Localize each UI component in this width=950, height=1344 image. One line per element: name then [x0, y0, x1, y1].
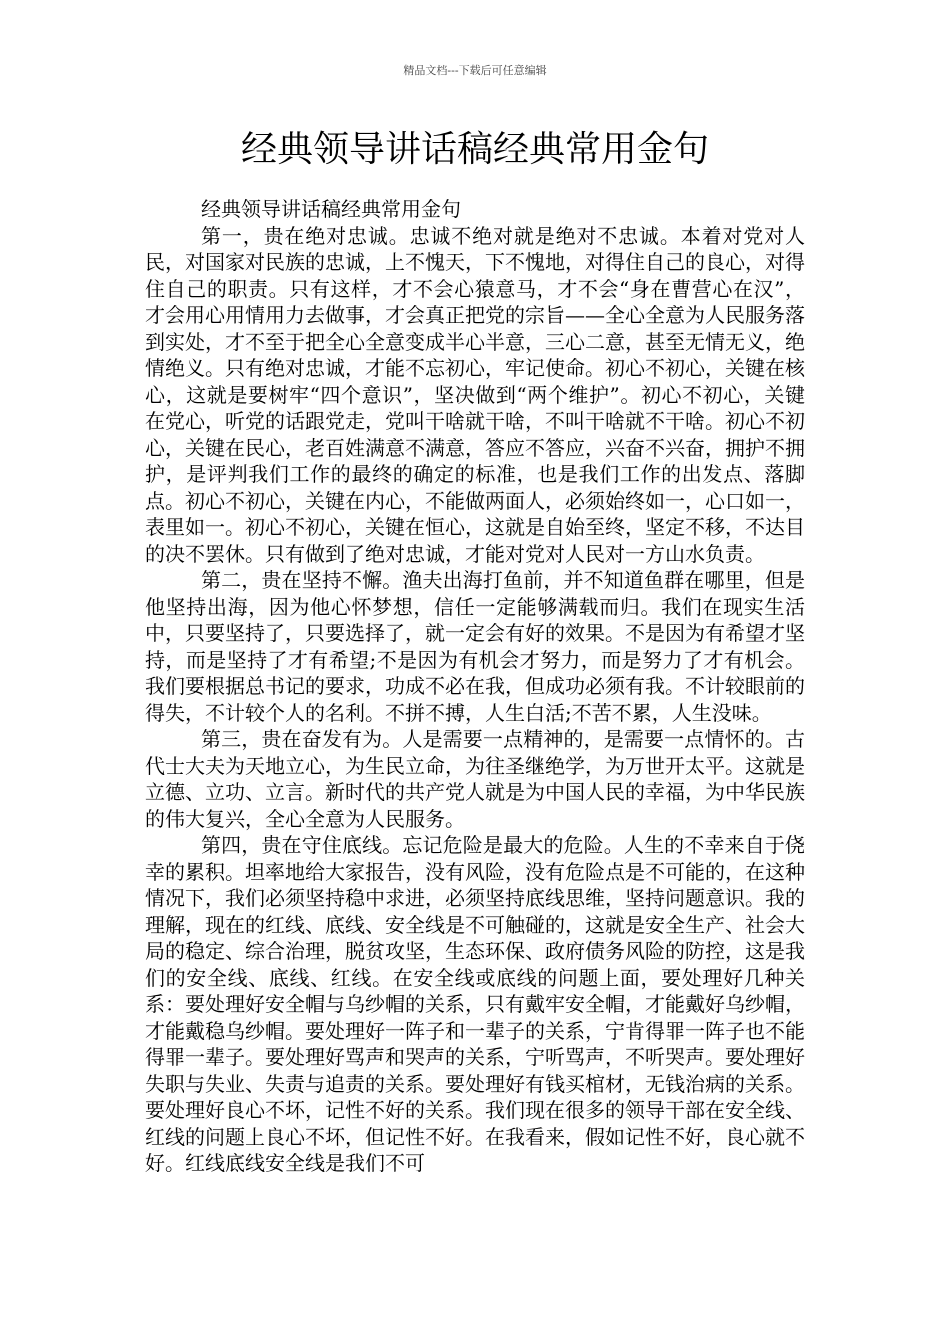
- paragraph-third-striving: 第三，贵在奋发有为。人是需要一点精神的，是需要一点情怀的。古代士大夫为天地立心，为生民立命，为往圣继绝学，为万世开太平。这就是立德、立功、立言。新时代的共产党人就是为中国人民的幸福，为中华民族的伟大复兴，全心全意为人民服务。: [145, 727, 805, 831]
- paragraph-fourth-bottom-line: 第四，贵在守住底线。忘记危险是最大的危险。人生的不幸来自于侥幸的累积。坦率地给大家报告，没有风险，没有危险点是不可能的，在这种情况下，我们必须坚持稳中求进，必须坚持底线思维，坚持问题意识。我的理解，现在的红线、底线、安全线是不可触碰的，这就是安全生产、社会大局的稳定、综合治理，脱贫攻坚，生态环保、政府债务风险的防控，这是我们的安全线、底线、红线。在安全线或底线的问题上面，要处理好几种关系：要处理好安全帽与乌纱帽的关系，只有戴牢安全帽，才能戴好乌纱帽，才能戴稳乌纱帽。要处理好一阵子和一辈子的关系，宁肯得罪一阵子也不能得罪一辈子。要处理好骂声和哭声的关系，宁听骂声，不听哭声。要处理好失职与失业、失责与追责的关系。要处理好有钱买棺材，无钱治病的关系。要处理好良心不坏，记性不好的关系。我们现在很多的领导干部在安全线、红线的问题上良心不坏，但记性不好。在我看来，假如记性不好，良心就不好。红线底线安全线是我们不可: [145, 833, 805, 1175]
- page-header-note: 精品文档---下载后可任意编辑: [403, 64, 547, 77]
- document-title: 经典领导讲话稿经典常用金句: [240, 129, 709, 170]
- paragraph-subtitle: 经典领导讲话稿经典常用金句: [201, 197, 461, 221]
- paragraph-second-persistence: 第二，贵在坚持不懈。渔夫出海打鱼前，并不知道鱼群在哪里，但是他坚持出海，因为他心怀梦想，信任一定能够满载而归。我们在现实生活中，只要坚持了，只要选择了，就一定会有好的效果。不是因为有希望才坚持，而是坚持了才有希望;不是因为有机会才努力，而是努力了才有机会。我们要根据总书记的要求，功成不必在我，但成功必须有我。不计较眼前的得失，不计较个人的名利。不拼不搏，人生白活;不苦不累，人生没味。: [145, 568, 805, 725]
- paragraph-first-loyalty: 第一，贵在绝对忠诚。忠诚不绝对就是绝对不忠诚。本着对党对人民，对国家对民族的忠诚，上不愧天，下不愧地，对得住自己的良心，对得住自己的职责。只有这样，才不会心猿意马，才不会“身在曹营心在汉”，才会用心用情用力去做事，才会真正把党的宗旨——全心全意为人民服务落到实处，才不至于把全心全意变成半心半意，三心二意，甚至无情无义，绝情绝义。只有绝对忠诚，才能不忘初心，牢记使命。初心不初心，关键在核心，这就是要树牢“四个意识”，坚决做到“两个维护”。初心不初心，关键在党心，听党的话跟党走，党叫干啥就干啥，不叫干啥就不干啥。初心不初心，关键在民心，老百姓满意不满意，答应不答应，兴奋不兴奋，拥护不拥护，是评判我们工作的最终的确定的标准，也是我们工作的出发点、落脚点。初心不初心，关键在内心，不能做两面人，必须始终如一，心口如一，表里如一。初心不初心，关键在恒心，这就是自始至终，坚定不移，不达目的决不罢休。只有做到了绝对忠诚，才能对党对人民对一方山水负责。: [145, 223, 805, 566]
- document-body: [145, 196, 805, 1177]
